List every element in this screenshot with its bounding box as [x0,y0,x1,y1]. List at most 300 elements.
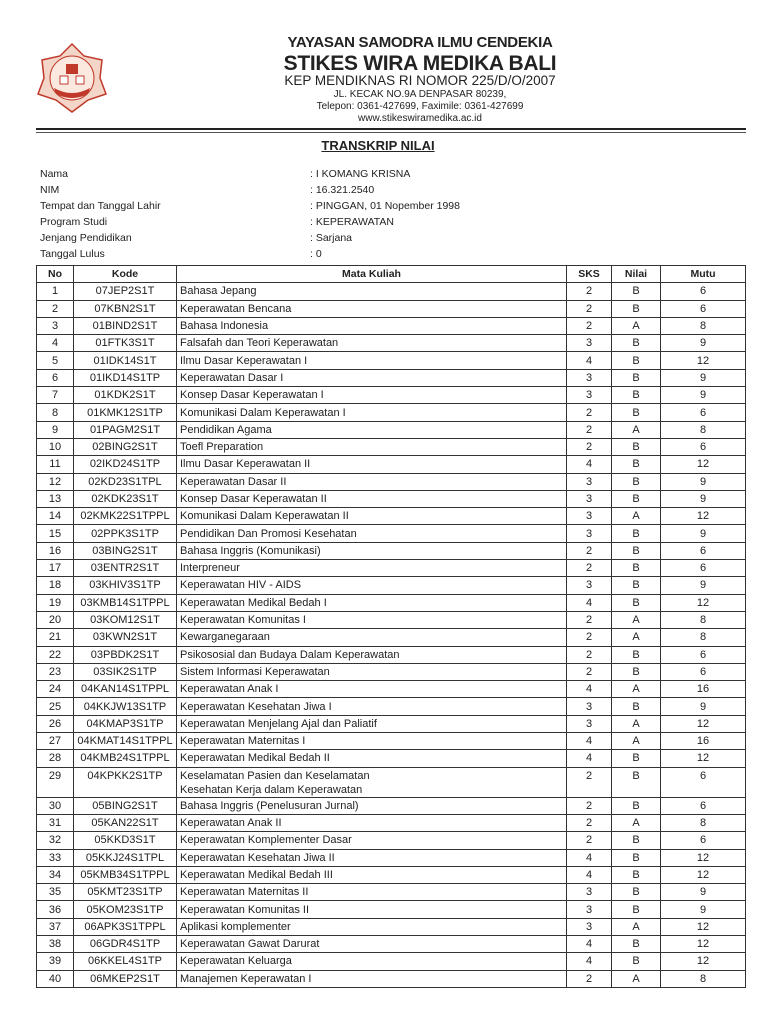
student-info-row [40,166,411,182]
course-code: 03KMB14S1TPPL [74,594,177,611]
info-value: : Sarjana [310,232,353,244]
course-name: Konsep Dasar Keperawatan II [177,490,567,507]
row-number: 11 [37,456,74,473]
student-info-row [40,214,395,230]
table-row [37,849,746,866]
credits: 2 [567,814,612,831]
course-name: Ilmu Dasar Keperawatan I [177,352,567,369]
course-code: 03BING2S1T [74,542,177,559]
course-code: 03SIK2S1TP [74,663,177,680]
info-label: Tanggal Lulus [40,248,105,260]
table-row [37,901,746,918]
grade-points: 9 [661,387,746,404]
row-number: 40 [37,970,74,987]
table-row [37,404,746,421]
course-name: Komunikasi Dalam Keperawatan II [177,508,567,525]
course-code: 02BING2S1T [74,438,177,455]
course-name: Keperawatan HIV - AIDS [177,577,567,594]
grade-points: 6 [661,283,746,300]
table-row [37,300,746,317]
info-value: : KEPERAWATAN [310,216,395,228]
col-nilai: Nilai [612,266,661,283]
row-number: 7 [37,387,74,404]
row-number: 15 [37,525,74,542]
course-name: Interpreneur [177,560,567,577]
course-name: Toefl Preparation [177,438,567,455]
credits: 4 [567,594,612,611]
grade-points: 16 [661,681,746,698]
credits: 3 [567,715,612,732]
grade: A [612,681,661,698]
row-number: 24 [37,681,74,698]
row-number: 14 [37,508,74,525]
row-number: 32 [37,832,74,849]
grade: B [612,797,661,814]
institution-name: STIKES WIRA MEDIKA BALI [283,52,557,75]
header-divider [36,128,746,130]
course-code: 02KMK22S1TPPL [74,508,177,525]
grade-points: 9 [661,369,746,386]
course-name: Keperawatan Kesehatan Jiwa II [177,849,567,866]
table-row [37,629,746,646]
table-header-row [37,266,746,283]
course-name: Keperawatan Keluarga [177,953,567,970]
table-row [37,646,746,663]
course-name: Sistem Informasi Keperawatan [177,663,567,680]
row-number: 12 [37,473,74,490]
credits: 2 [567,560,612,577]
course-code: 07JEP2S1T [74,283,177,300]
student-info-row [40,198,460,214]
credits: 2 [567,542,612,559]
grade: A [612,733,661,750]
row-number: 28 [37,750,74,767]
grade: B [612,750,661,767]
course-name: Keperawatan Anak II [177,814,567,831]
row-number: 3 [37,317,74,334]
grade: B [612,283,661,300]
row-number: 18 [37,577,74,594]
table-row [37,335,746,352]
credits: 2 [567,283,612,300]
website-link[interactable]: www.stikeswiramedika.ac.id [358,113,482,124]
table-row [37,884,746,901]
course-name: Keperawatan Maternitas I [177,733,567,750]
grade-points: 6 [661,646,746,663]
student-info-row [40,230,353,246]
credits: 3 [567,525,612,542]
course-name: Keperawatan Medikal Bedah III [177,866,567,883]
course-name: Bahasa Inggris (Komunikasi) [177,542,567,559]
address: JL. KECAK NO.9A DENPASAR 80239, [333,89,507,100]
row-number: 39 [37,953,74,970]
credits: 3 [567,577,612,594]
course-name: Keperawatan Gawat Darurat [177,935,567,952]
info-value: : PINGGAN, 01 Nopember 1998 [310,200,460,212]
credits: 4 [567,849,612,866]
course-code: 02KD23S1TPL [74,473,177,490]
grade: B [612,935,661,952]
grade-points: 8 [661,317,746,334]
course-name: Keperawatan Medikal Bedah I [177,594,567,611]
credits: 2 [567,629,612,646]
credits: 2 [567,646,612,663]
course-name: Keperawatan Bencana [177,300,567,317]
course-code: 02PPK3S1TP [74,525,177,542]
grade: B [612,646,661,663]
credits: 3 [567,508,612,525]
table-row [37,352,746,369]
course-code: 01IKD14S1TP [74,369,177,386]
row-number: 36 [37,901,74,918]
table-row [37,438,746,455]
table-row [37,814,746,831]
grade-points: 6 [661,663,746,680]
grade-points: 6 [661,542,746,559]
row-number: 23 [37,663,74,680]
course-name: Bahasa Inggris (Penelusuran Jurnal) [177,797,567,814]
row-number: 6 [37,369,74,386]
table-row [37,767,746,797]
course-code: 04KPKK2S1TP [74,767,177,797]
credits: 3 [567,918,612,935]
table-row [37,750,746,767]
row-number: 10 [37,438,74,455]
table-row [37,797,746,814]
col-mutu: Mutu [661,266,746,283]
credits: 2 [567,300,612,317]
course-name: Keperawatan Dasar II [177,473,567,490]
row-number: 5 [37,352,74,369]
row-number: 20 [37,611,74,628]
grade: B [612,369,661,386]
grade-points: 12 [661,750,746,767]
table-row [37,681,746,698]
course-code: 01PAGM2S1T [74,421,177,438]
course-code: 05KKJ24S1TPL [74,849,177,866]
grade: B [612,767,661,797]
course-name: Aplikasi komplementer [177,918,567,935]
credits: 3 [567,335,612,352]
credits: 3 [567,884,612,901]
table-row [37,715,746,732]
grade: B [612,866,661,883]
grade: A [612,508,661,525]
grade-points: 8 [661,814,746,831]
credits: 2 [567,970,612,987]
grades-table [36,265,746,988]
grade: B [612,300,661,317]
grade: B [612,404,661,421]
table-row [37,866,746,883]
credits: 3 [567,369,612,386]
credits: 2 [567,438,612,455]
student-info-row [40,246,322,262]
row-number: 27 [37,733,74,750]
course-code: 02IKD24S1TP [74,456,177,473]
document-title: TRANSKRIP NILAI [321,138,435,153]
info-value: : I KOMANG KRISNA [310,168,411,180]
grade: B [612,577,661,594]
credits: 2 [567,611,612,628]
credits: 4 [567,352,612,369]
credits: 4 [567,866,612,883]
grade: B [612,525,661,542]
credits: 2 [567,663,612,680]
grade-points: 9 [661,901,746,918]
course-name: Falsafah dan Teori Keperawatan [177,335,567,352]
grade: B [612,456,661,473]
grade-points: 12 [661,918,746,935]
course-code: 06GDR4S1TP [74,935,177,952]
table-row [37,387,746,404]
grade: B [612,884,661,901]
grade-points: 6 [661,404,746,421]
course-code: 03PBDK2S1T [74,646,177,663]
grade-points: 8 [661,421,746,438]
table-row [37,317,746,334]
row-number: 26 [37,715,74,732]
grade-points: 6 [661,797,746,814]
grade: A [612,629,661,646]
course-name: Keperawatan Maternitas II [177,884,567,901]
grade-points: 6 [661,767,746,797]
grade: B [612,438,661,455]
course-name: Keperawatan Anak I [177,681,567,698]
table-row [37,611,746,628]
table-row [37,369,746,386]
row-number: 31 [37,814,74,831]
grade: B [612,901,661,918]
course-code: 05KAN22S1T [74,814,177,831]
col-mata-kuliah: Mata Kuliah [177,266,567,283]
grade: A [612,814,661,831]
table-row [37,508,746,525]
course-name: Keperawatan Dasar I [177,369,567,386]
grade-points: 9 [661,473,746,490]
table-row [37,283,746,300]
grade: A [612,317,661,334]
table-row [37,698,746,715]
info-label: Jenjang Pendidikan [40,232,132,244]
course-code: 04KMAT14S1TPPL [74,733,177,750]
credits: 4 [567,953,612,970]
course-code: 07KBN2S1T [74,300,177,317]
grade: B [612,698,661,715]
table-row [37,594,746,611]
course-code: 06KKEL4S1TP [74,953,177,970]
row-number: 17 [37,560,74,577]
credits: 4 [567,733,612,750]
course-code: 05KOM23S1TP [74,901,177,918]
grade: B [612,832,661,849]
grade-points: 6 [661,832,746,849]
grade-points: 12 [661,456,746,473]
grade-points: 9 [661,577,746,594]
course-code: 01KDK2S1T [74,387,177,404]
credits: 3 [567,698,612,715]
table-row [37,490,746,507]
course-code: 01KMK12S1TP [74,404,177,421]
grade: B [612,387,661,404]
grade-points: 6 [661,438,746,455]
grade: B [612,663,661,680]
header-divider-thin [36,132,746,133]
credits: 2 [567,404,612,421]
grade-points: 12 [661,594,746,611]
course-code: 05BING2S1T [74,797,177,814]
grade-points: 8 [661,970,746,987]
row-number: 38 [37,935,74,952]
grade: B [612,490,661,507]
course-code: 01FTK3S1T [74,335,177,352]
credits: 3 [567,473,612,490]
credits: 3 [567,490,612,507]
credits: 3 [567,387,612,404]
table-row [37,935,746,952]
grade-points: 12 [661,715,746,732]
info-value: : 16.321.2540 [310,184,375,196]
row-number: 22 [37,646,74,663]
grade: B [612,335,661,352]
course-code: 05KMB34S1TPPL [74,866,177,883]
grade-points: 12 [661,935,746,952]
grade-points: 9 [661,698,746,715]
course-name: Bahasa Indonesia [177,317,567,334]
course-code: 06MKEP2S1T [74,970,177,987]
row-number: 13 [37,490,74,507]
table-row [37,560,746,577]
grade: B [612,352,661,369]
info-label: Program Studi [40,216,108,228]
credits: 3 [567,901,612,918]
grade-points: 9 [661,525,746,542]
course-name: Keperawatan Kesehatan Jiwa I [177,698,567,715]
grade: B [612,473,661,490]
grade: B [612,594,661,611]
course-name: Psikososial dan Budaya Dalam Keperawatan [177,646,567,663]
course-code: 04KAN14S1TPPL [74,681,177,698]
course-name: Ilmu Dasar Keperawatan II [177,456,567,473]
course-code: 03ENTR2S1T [74,560,177,577]
grade-points: 8 [661,629,746,646]
course-name: Keperawatan Menjelang Ajal dan Paliatif [177,715,567,732]
decree-number: KEP MENDIKNAS RI NOMOR 225/D/O/2007 [284,73,556,88]
credits: 2 [567,767,612,797]
course-code: 06APK3S1TPPL [74,918,177,935]
row-number: 21 [37,629,74,646]
course-name: Keperawatan Medikal Bedah II [177,750,567,767]
grade-points: 16 [661,733,746,750]
course-name: Manajemen Keperawatan I [177,970,567,987]
grade: B [612,849,661,866]
grade-points: 9 [661,884,746,901]
table-row [37,577,746,594]
credits: 4 [567,681,612,698]
course-code: 04KMB24S1TPPL [74,750,177,767]
course-name: Komunikasi Dalam Keperawatan I [177,404,567,421]
grade-points: 12 [661,352,746,369]
course-name: Keperawatan Komunitas I [177,611,567,628]
institution-logo [36,42,108,114]
row-number: 19 [37,594,74,611]
course-code: 02KDK23S1T [74,490,177,507]
table-row [37,918,746,935]
row-number: 33 [37,849,74,866]
info-label: Nama [40,168,69,180]
grade: A [612,611,661,628]
course-code: 05KMT23S1TP [74,884,177,901]
grade-points: 6 [661,300,746,317]
course-code: 05KKD3S1T [74,832,177,849]
col-sks: SKS [567,266,612,283]
course-code: 03KWN2S1T [74,629,177,646]
grade: B [612,953,661,970]
course-name: Konsep Dasar Keperawatan I [177,387,567,404]
row-number: 9 [37,421,74,438]
row-number: 30 [37,797,74,814]
credits: 4 [567,456,612,473]
info-value: : 0 [310,248,322,260]
course-name: Bahasa Jepang [177,283,567,300]
row-number: 1 [37,283,74,300]
row-number: 8 [37,404,74,421]
foundation-name: YAYASAN SAMODRA ILMU CENDEKIA [287,34,553,51]
credits: 2 [567,832,612,849]
course-code: 03KOM12S1T [74,611,177,628]
table-row [37,542,746,559]
grade-points: 12 [661,508,746,525]
info-label: Tempat dan Tanggal Lahir [40,200,161,212]
grade: A [612,715,661,732]
table-row [37,832,746,849]
row-number: 35 [37,884,74,901]
credits: 4 [567,750,612,767]
grade-points: 12 [661,849,746,866]
course-name: Pendidikan Dan Promosi Kesehatan [177,525,567,542]
table-row [37,733,746,750]
row-number: 37 [37,918,74,935]
course-code: 01BIND2S1T [74,317,177,334]
student-info-row [40,182,375,198]
grade-points: 12 [661,866,746,883]
grade-points: 9 [661,490,746,507]
grade: A [612,918,661,935]
table-row [37,970,746,987]
grade: B [612,542,661,559]
course-name: Keselamatan Pasien dan Keselamatan Kesehatan Kerja dalam Keperawatan [177,767,567,797]
course-name: Kewarganegaraan [177,629,567,646]
grade: B [612,560,661,577]
table-row [37,421,746,438]
credits: 2 [567,317,612,334]
grade: A [612,421,661,438]
course-code: 03KHIV3S1TP [74,577,177,594]
course-name: Pendidikan Agama [177,421,567,438]
grade-points: 9 [661,335,746,352]
grade-points: 8 [661,611,746,628]
row-number: 34 [37,866,74,883]
grade: A [612,970,661,987]
row-number: 2 [37,300,74,317]
course-code: 01IDK14S1T [74,352,177,369]
table-row [37,473,746,490]
row-number: 29 [37,767,74,797]
table-row [37,456,746,473]
course-name: Keperawatan Komplementer Dasar [177,832,567,849]
grade-points: 12 [661,953,746,970]
student-info [40,166,460,262]
